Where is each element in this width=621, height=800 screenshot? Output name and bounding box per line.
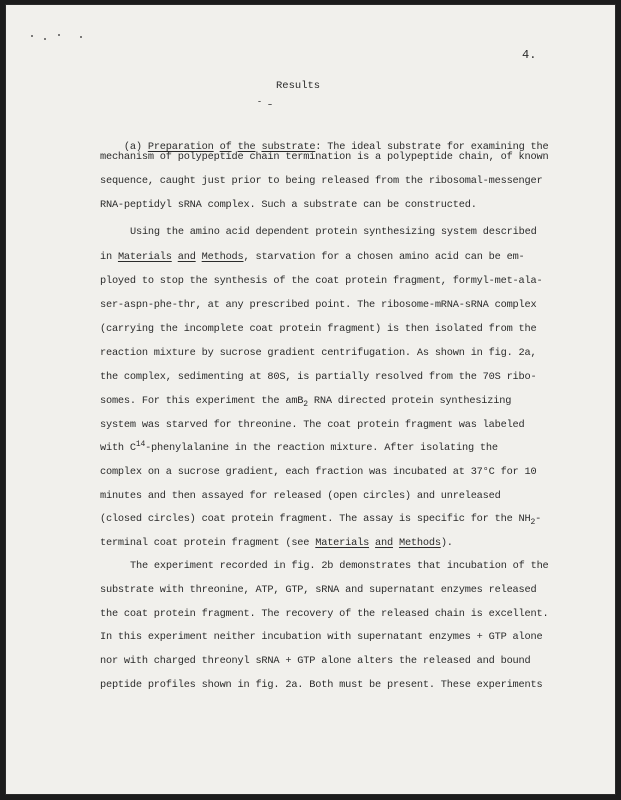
section-heading: Results (276, 80, 321, 92)
line-text: nor with charged threonyl sRNA + GTP alone alters the released and bound (100, 655, 531, 667)
superscript: 14 (135, 440, 146, 449)
subscript: 2 (303, 400, 308, 409)
line-text: mechanism of polypeptide chain termination is a polypeptide chain, of known (100, 151, 549, 163)
line-text: in (100, 251, 118, 263)
line-text: Using the amino acid dependent protein synthesizing system described (130, 226, 537, 238)
underlined-text: Materials (315, 537, 370, 549)
text-line (100, 174, 542, 188)
section-title-word: the (237, 141, 256, 153)
line-text: with C (100, 442, 136, 454)
text-line (100, 274, 542, 288)
line-text: RNA directed protein synthesizing (307, 395, 512, 407)
line-text: , starvation for a chosen amino acid can be em- (243, 251, 525, 263)
text-line (130, 225, 537, 239)
underlined-text: Materials (117, 251, 172, 263)
text-line (100, 678, 542, 692)
text-line (100, 322, 536, 336)
text-line (100, 370, 536, 384)
subscript: 2 (530, 518, 536, 527)
line-text: minutes and then assayed for released (open circles) and unreleased (100, 490, 501, 502)
line-text: (carrying the incomplete coat protein fragment) is then isolated from the (100, 323, 537, 335)
text-line (100, 607, 548, 621)
line-text: RNA-peptidyl sRNA complex. Such a substrate can be constructed. (100, 199, 477, 211)
line-text: complex on a sucrose gradient, each fraction was incubated at 37°C for 10 (100, 466, 537, 478)
page-number: 4. (522, 48, 537, 62)
text-line (100, 441, 498, 455)
text-line (100, 536, 453, 550)
text-line (100, 465, 536, 479)
line-text: somes. For this experiment the amB (100, 395, 304, 407)
text-line (100, 346, 536, 360)
line-text: peptide profiles shown in fig. 2a. Both must be present. These experiments (100, 679, 543, 691)
underlined-text: and (375, 537, 393, 549)
line-text: - (535, 513, 542, 525)
line-text: (closed circles) coat protein fragment. The assay is specific for the NH (100, 513, 531, 525)
text-line (100, 654, 531, 668)
section-title-word: of (219, 141, 232, 153)
text-line (100, 298, 536, 312)
line-text: terminal coat protein fragment (see (100, 537, 316, 549)
line-text: substrate with threonine, ATP, GTP, sRNA and supernatant enzymes released (100, 584, 537, 596)
line-text: system was starved for threonine. The coat protein fragment was labeled (100, 419, 525, 431)
text-line (100, 150, 548, 164)
line-text: ser-aspn-phe-thr, at any prescribed point. The ribosome-mRNA-sRNA complex (100, 299, 537, 311)
section-label: (a) (123, 141, 148, 153)
underlined-text: Methods (398, 537, 441, 549)
line-text: the coat protein fragment. The recovery of the released chain is excellent. (100, 608, 549, 620)
text-line (100, 198, 477, 212)
text-line (100, 583, 536, 597)
text-line (100, 418, 525, 432)
text-line (100, 126, 549, 153)
line-text: sequence, caught just prior to being released from the ribosomal-messenger (100, 175, 543, 187)
underlined-text: Methods (201, 251, 244, 263)
line-text: In this experiment neither incubation with supernatant enzymes + GTP alone (100, 631, 543, 643)
section-colon: : (315, 141, 322, 153)
text-line (100, 512, 541, 526)
line-text: ). (440, 537, 453, 549)
line-text: The experiment recorded in fig. 2b demonstrates that incubation of the (130, 560, 549, 572)
underlined-text: and (177, 251, 196, 263)
section-title-word: substrate (261, 141, 316, 153)
text-line (100, 630, 542, 644)
line-text: The ideal substrate for examining the (321, 141, 549, 153)
text-line (100, 250, 525, 264)
text-line (100, 489, 501, 503)
line-text: reaction mixture by sucrose gradient centrifugation. As shown in fig. 2a, (100, 347, 537, 359)
line-text: -phenylalanine in the reaction mixture. After isolating the (145, 442, 498, 454)
line-text: ployed to stop the synthesis of the coat protein fragment, formyl-met-ala- (100, 275, 543, 287)
section-title-word: Preparation (147, 141, 214, 153)
line-text: the complex, sedimenting at 80S, is partially resolved from the 70S ribo- (100, 371, 537, 383)
text-line (100, 394, 511, 408)
text-line (130, 559, 549, 573)
